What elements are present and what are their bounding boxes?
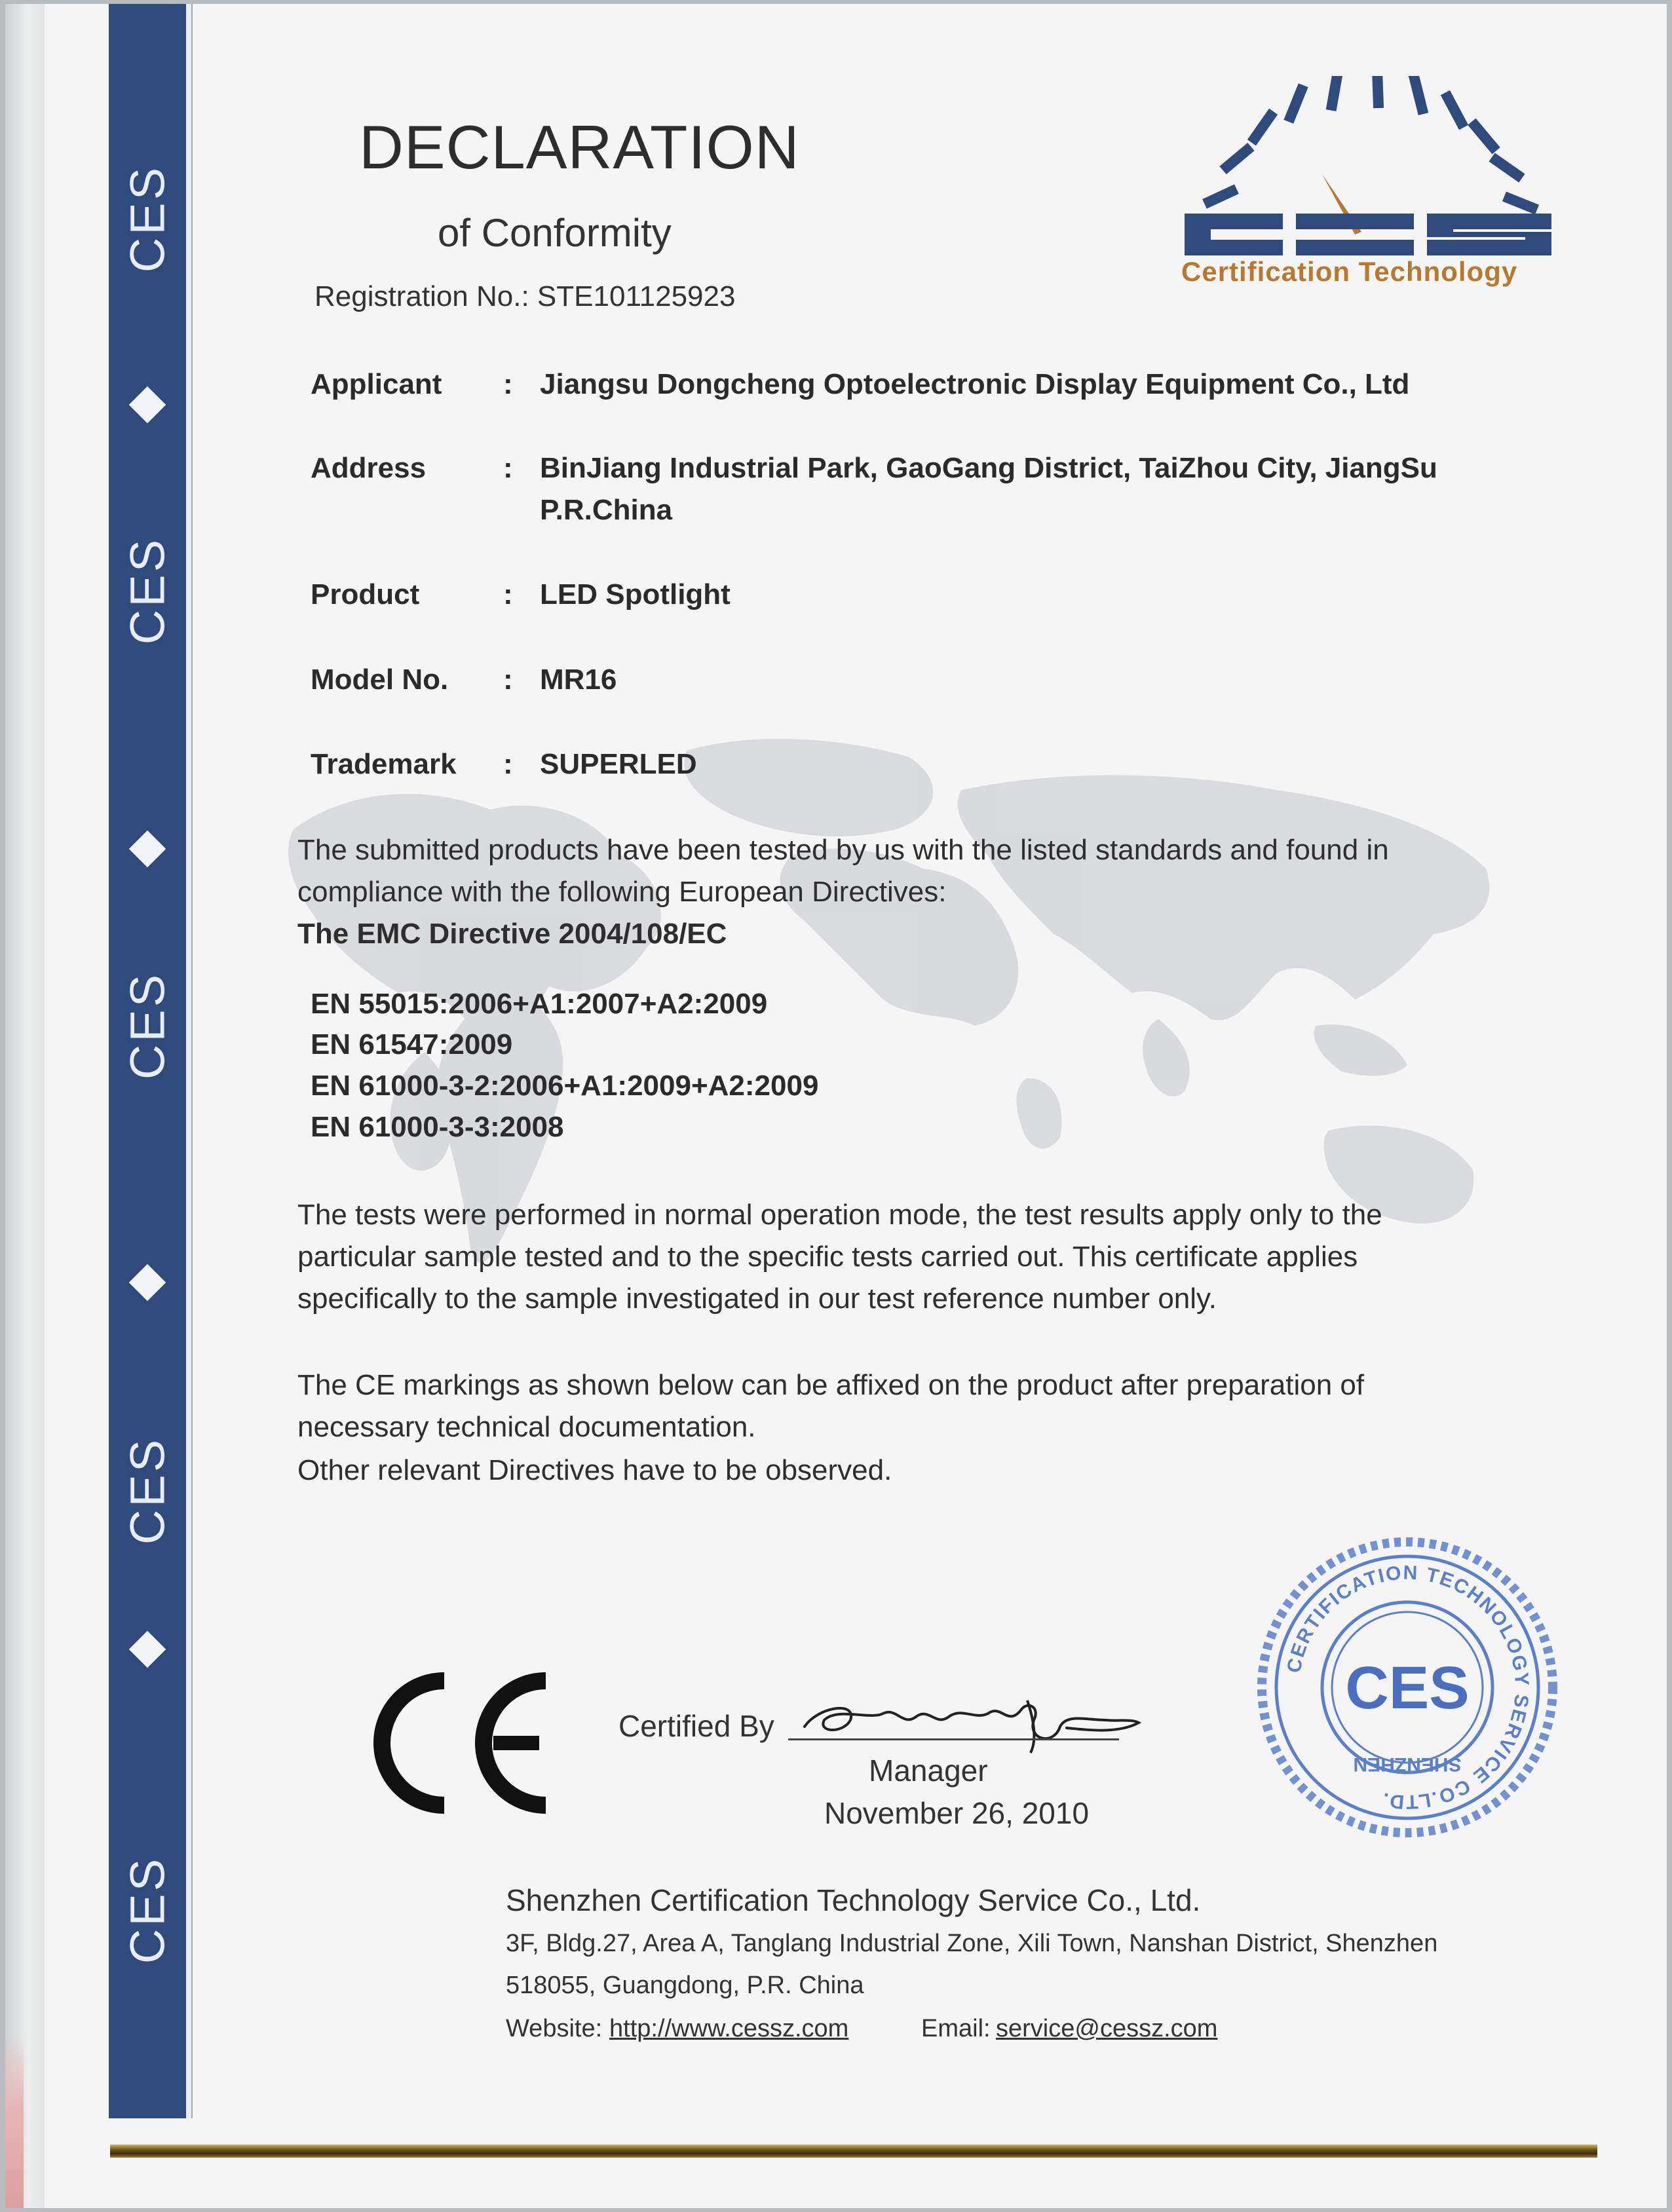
- intro-line: compliance with the following European Directives:: [297, 876, 947, 908]
- tests-line: The tests were performed in normal operation mode, the test results apply only to the: [297, 1199, 1382, 1231]
- ce-mark-icon: [359, 1668, 556, 1818]
- field-label-product: Product: [311, 578, 420, 610]
- handwritten-signature: [778, 1681, 1145, 1759]
- other-directives: Other relevant Directives have to be observed.: [297, 1454, 892, 1486]
- issue-date: November 26, 2010: [824, 1796, 1090, 1830]
- standard-item: EN 61000-3-2:2006+A1:2009+A2:2009: [311, 1070, 819, 1102]
- tests-line: particular sample tested and to the specific tests carried out. This certificate applies: [297, 1241, 1358, 1273]
- email-label: Email:: [921, 2015, 991, 2042]
- field-colon: :: [503, 748, 513, 780]
- field-value-product: LED Spotlight: [540, 578, 731, 610]
- page-edge: [5, 4, 45, 2208]
- signature-line: [788, 1738, 1119, 1740]
- intro-line: The submitted products have been tested by us with the listed standards and found in: [297, 834, 1389, 866]
- ce-line: The CE markings as shown below can be affixed on the product after preparation of: [297, 1369, 1365, 1401]
- logo-tagline: Certification Technology: [1181, 256, 1518, 287]
- standard-item: EN 61000-3-3:2008: [311, 1111, 564, 1143]
- diamond-icon: [129, 831, 166, 868]
- field-value-address: BinJiang Industrial Park, GaoGang District, TaiZhou City, JiangSu: [540, 452, 1437, 484]
- directive-name: The EMC Directive 2004/108/EC: [297, 918, 727, 950]
- field-label-applicant: Applicant: [311, 368, 442, 400]
- field-colon: :: [503, 368, 513, 400]
- field-value-applicant: Jiangsu Dongcheng Optoelectronic Display Equipment Co., Ltd: [540, 368, 1410, 400]
- standard-item: EN 55015:2006+A1:2007+A2:2009: [311, 988, 768, 1020]
- certified-by-label: Certified By: [618, 1709, 774, 1743]
- side-banner: [109, 4, 186, 2118]
- certificate-page: [5, 4, 1667, 2208]
- diamond-icon: [129, 386, 166, 424]
- svg-text:CES: CES: [1345, 1655, 1470, 1721]
- standard-item: EN 61547:2009: [311, 1028, 513, 1060]
- field-colon: :: [503, 664, 513, 696]
- document-title: DECLARATION: [359, 113, 800, 181]
- side-label: CES: [120, 536, 175, 645]
- issuer-address-line1: 3F, Bldg.27, Area A, Tanglang Industrial Zone, Xili Town, Nanshan District, Shenzhen: [506, 1930, 1438, 1957]
- svg-text:SHENZHEN: SHENZHEN: [1353, 1753, 1462, 1775]
- field-value-model: MR16: [540, 664, 617, 696]
- field-label-address: Address: [311, 452, 427, 484]
- field-value-address-line2: P.R.China: [540, 494, 673, 526]
- side-label: CES: [120, 971, 175, 1080]
- bottom-rule: [110, 2145, 1597, 2158]
- svg-text:CERTIFICATION TECHNOLOGY SERVI: CERTIFICATION TECHNOLOGY SERVICE CO.LTD.: [1283, 1562, 1533, 1813]
- website-label: Website:: [506, 2015, 603, 2042]
- side-label: CES: [120, 1436, 175, 1545]
- ce-line: necessary technical documentation.: [297, 1411, 756, 1443]
- tests-line: specifically to the sample investigated in our test reference number only.: [297, 1283, 1217, 1315]
- registration-number: Registration No.: STE101125923: [314, 280, 736, 312]
- diamond-icon: [129, 1631, 166, 1668]
- diamond-icon: [129, 1264, 166, 1302]
- field-colon: :: [503, 578, 513, 610]
- side-label: CES: [120, 164, 175, 273]
- field-colon: :: [503, 452, 513, 484]
- intro-paragraph: [297, 829, 1464, 955]
- tests-paragraph: [297, 1194, 1464, 1320]
- company-seal: [1250, 1530, 1565, 1845]
- edge-tint: [5, 2038, 24, 2208]
- field-label-trademark: Trademark: [311, 748, 457, 780]
- issuer-address-line2: 518055, Guangdong, P.R. China: [506, 1972, 864, 1999]
- field-value-trademark: SUPERLED: [540, 748, 697, 780]
- field-label-model: Model No.: [311, 664, 449, 696]
- signer-title: Manager: [869, 1753, 988, 1788]
- document-subtitle: of Conformity: [438, 211, 672, 255]
- issuer-company: Shenzhen Certification Technology Service Co., Ltd.: [506, 1883, 1201, 1917]
- side-label: CES: [120, 1856, 175, 1964]
- website-link[interactable]: http://www.cessz.com: [609, 2015, 849, 2042]
- ce-paragraph: [297, 1364, 1464, 1448]
- email-link[interactable]: service@cessz.com: [996, 2015, 1218, 2042]
